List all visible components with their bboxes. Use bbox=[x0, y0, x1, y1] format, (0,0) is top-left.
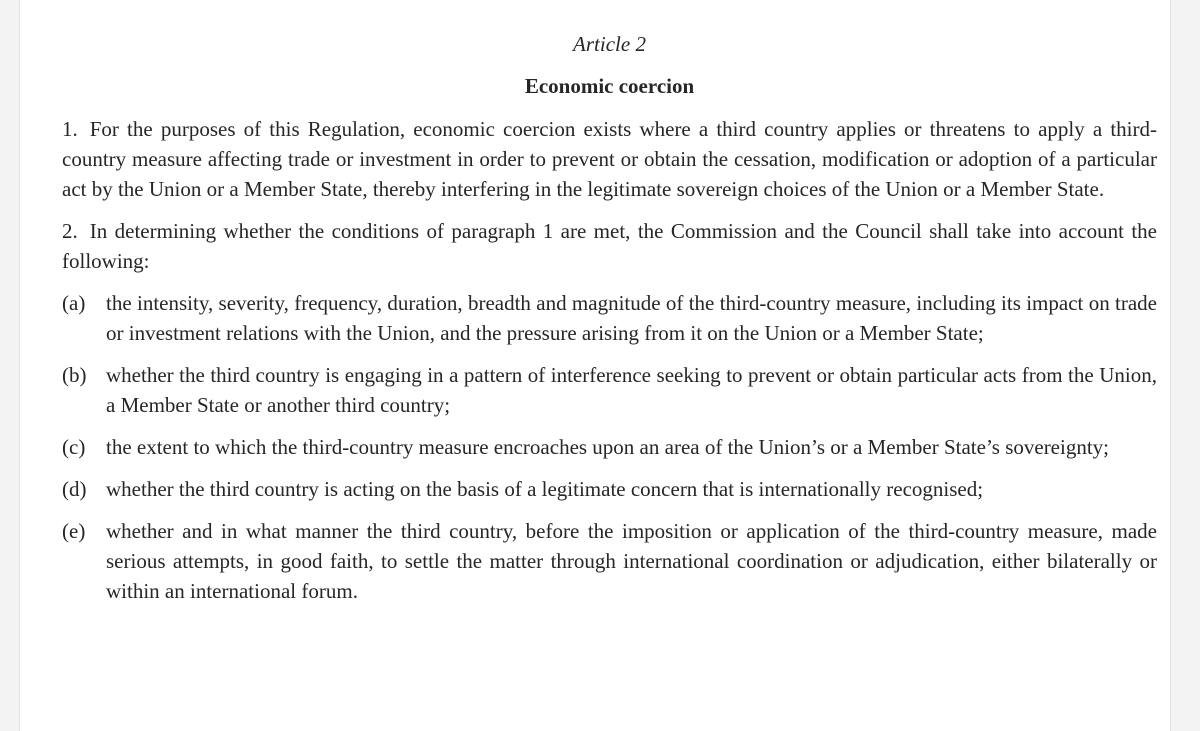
article-number: Article 2 bbox=[573, 32, 646, 56]
article-title: Economic coercion bbox=[524, 74, 695, 98]
paragraph-number: 2. bbox=[62, 219, 78, 243]
list-item-label: (d) bbox=[62, 477, 87, 501]
list-item-b bbox=[62, 360, 1157, 420]
list-item-a bbox=[62, 288, 1157, 348]
list-item-c bbox=[62, 432, 1157, 462]
list-item-label: (c) bbox=[62, 435, 86, 459]
list-item-e bbox=[62, 516, 1157, 606]
list-item-text: whether and in what manner the third country, before the imposition or application of the third-country measure, made serious attempts, in good faith, to settle the matter through international coordination or adjudication, either bilaterally or within an international forum. bbox=[106, 519, 1157, 603]
paragraph-2 bbox=[62, 216, 1157, 276]
list-item-label: (a) bbox=[62, 291, 86, 315]
document-page bbox=[19, 0, 1171, 731]
paragraph-text: For the purposes of this Regulation, economic coercion exists where a third country applies or threatens to apply a third-country measure affecting trade or investment in order to prevent or obtain the cessation, modification or adoption of a particular act by the Union or a Member State, thereby interfering in the legitimate sovereign choices of the Union or a Member State. bbox=[62, 117, 1157, 201]
list-item-d bbox=[62, 474, 1157, 504]
list-item-label: (e) bbox=[62, 519, 86, 543]
list-item-text: whether the third country is engaging in a pattern of interference seeking to prevent or obtain particular acts from the Union, a Member State or another third country; bbox=[106, 363, 1157, 417]
paragraph-text: In determining whether the conditions of paragraph 1 are met, the Commission and the Council shall take into account the following: bbox=[62, 219, 1157, 273]
list-item-text: the intensity, severity, frequency, duration, breadth and magnitude of the third-country measure, including its impact on trade or investment relations with the Union, and the pressure arising from it on the Union or a Member State; bbox=[106, 291, 1157, 345]
list-item-label: (b) bbox=[62, 363, 87, 387]
list-item-text: the extent to which the third-country measure encroaches upon an area of the Union’s or a Member State’s sovereignty; bbox=[106, 435, 1110, 459]
list-item-text: whether the third country is acting on the basis of a legitimate concern that is internationally recognised; bbox=[106, 477, 984, 501]
paragraph-1 bbox=[62, 114, 1157, 204]
article-content bbox=[62, 29, 1157, 618]
paragraph-number: 1. bbox=[62, 117, 78, 141]
